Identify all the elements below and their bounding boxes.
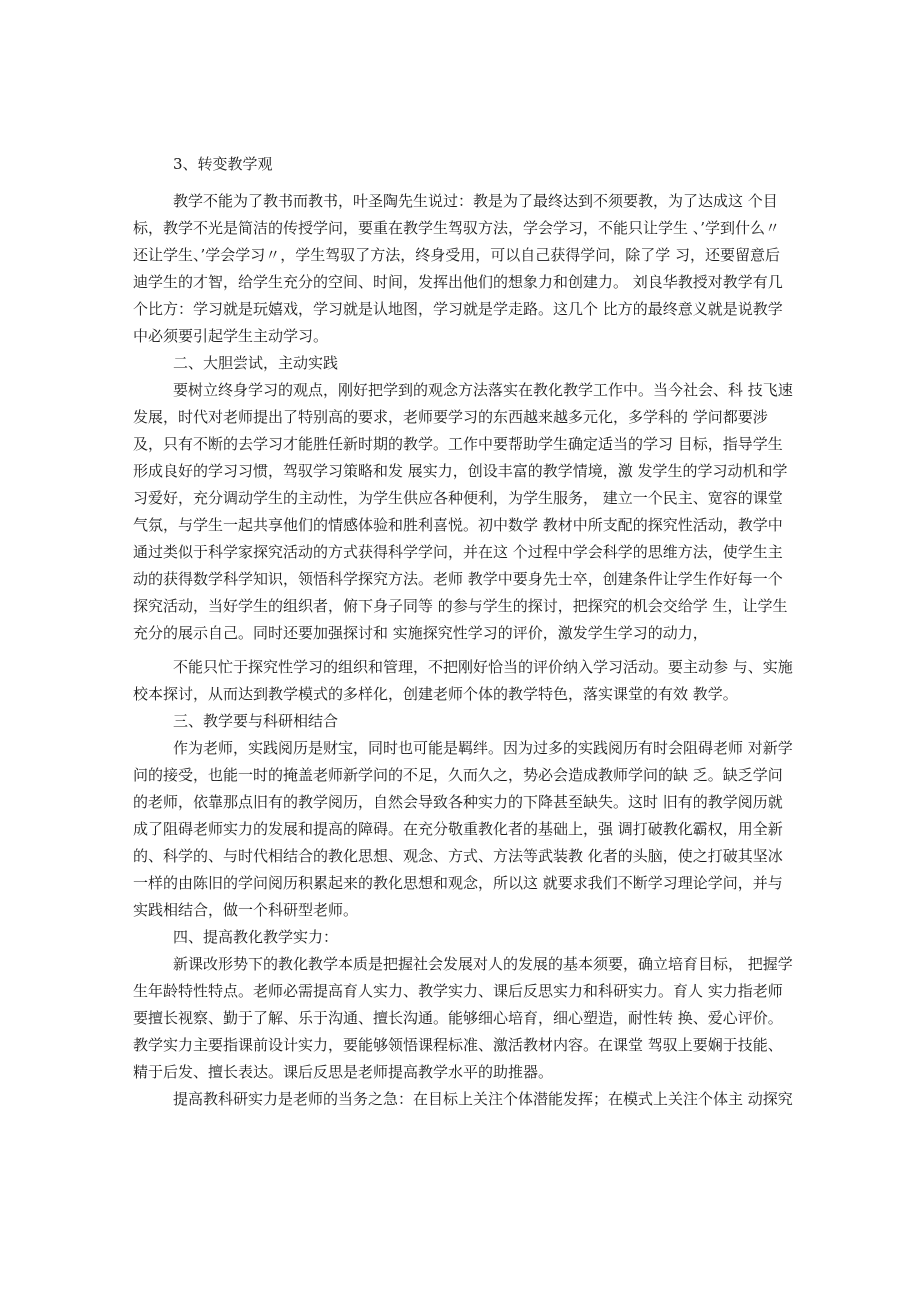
paragraph-line: 要树立终身学习的观点，刚好把学到的观念方法落实在教化教学工作中。当今社会、科 技飞速	[173, 381, 793, 399]
paragraph-line: 的老师，依靠那点旧有的教学阅历，自然会导致各种实力的下降甚至缺失。这时 旧有的教学阅历就	[133, 793, 783, 811]
paragraph-line: 发展，时代对老师提出了特别高的要求，老师要学习的东西越来越多元化，多学科的 学问都要涉	[133, 408, 768, 426]
paragraph-line: 教学不能为了教书而教书，叶圣陶先生说过：教是为了最终达到不须要教，为了达成这 个目	[173, 192, 778, 210]
section-heading-2: 二、大胆尝试，主动实践	[173, 354, 339, 372]
paragraph-line: 教学实力主要指课前设计实力，要能够领悟课程标准、激活教材内容。在课堂 驾驭上要娴于技能、	[133, 1036, 783, 1054]
paragraph-line: 标，教学不光是简洁的传授学问，要重在教学生驾驭方法，学会学习，不能只让学生 、’学到什么〃	[133, 219, 781, 237]
paragraph-line: 提高教科研实力是老师的当务之急：在目标上关注个体潜能发挥；在模式上关注个体主 动探究	[173, 1090, 793, 1108]
paragraph-line: 一样的由陈旧的学问阅历积累起来的教化思想和观念，所以这 就要求我们不断学习理论学问，并与	[133, 874, 783, 892]
paragraph-line: 动的获得数学科学知识，领悟科学探究方法。老师 教学中要身先士卒，创建条件让学生作好每一个	[133, 570, 783, 588]
paragraph-line: 形成良好的学习习惯，驾驭学习策略和发 展实力，创设丰富的教学情境，激 发学生的学习动机和学	[133, 462, 788, 480]
paragraph-line: 不能只忙于探究性学习的组织和管理，不把刚好恰当的评价纳入学习活动。要主动参 与、实施	[173, 658, 793, 676]
paragraph-line: 问的接受，也能一时的掩盖老师新学问的不足，久而久之，势必会造成教师学问的缺 乏。缺乏学问	[133, 766, 783, 784]
paragraph-line: 充分的展示自己。同时还要加强探讨和 实施探究性学习的评价，激发学生学习的动力，	[133, 624, 708, 642]
paragraph-line: 习爱好，充分调动学生的主动性，为学生供应各种便利，为学生服务， 建立一个民主、宽容的课堂	[133, 489, 783, 507]
paragraph-line: 新课改形势下的教化教学本质是把握社会发展对人的发展的基本须要，确立培育目标， 把握学	[173, 955, 793, 973]
paragraph-line: 生年龄特性特点。老师必需提高育人实力、教学实力、课后反思实力和科研实力。育人 实力指老师	[133, 982, 783, 1000]
paragraph-line: 要擅长视察、勤于了解、乐于沟通、擅长沟通。能够细心培育，细心塑造，耐性转 换、爱心评价。	[133, 1009, 783, 1027]
paragraph-line: 中必须要引起学生主动学习。	[133, 327, 329, 345]
paragraph-line: 成了阻碍老师实力的发展和提高的障碍。在充分敬重教化者的基础上，强 调打破教化霸权，用全新	[133, 820, 783, 838]
paragraph-line: 作为老师，实践阅历是财宝，同时也可能是羁绊。因为过多的实践阅历有时会阻碍老师 对新学	[173, 739, 793, 757]
section-heading-3b: 三、教学要与科研相结合	[173, 712, 339, 730]
paragraph-line: 通过类似于科学家探究活动的方式获得科学学问，并在这 个过程中学会科学的思维方法，使学生主	[133, 543, 783, 561]
paragraph-line: 实践相结合，做一个科研型老师。	[133, 901, 359, 919]
section-heading-4: 四、提高教化教学实力：	[173, 928, 339, 946]
paragraph-line: 个比方：学习就是玩嬉戏，学习就是认地图，学习就是学走路。这几个 比方的最终意义就是说教学	[133, 300, 783, 318]
paragraph-line: 还让学生、’学会学习〃，学生驾驭了方法，终身受用，可以自己获得学问，除了学 习，还要留意后	[133, 246, 781, 264]
paragraph-line: 气氛，与学生一起共享他们的情感体验和胜利喜悦。初中数学 教材中所支配的探究性活动，教学中	[133, 516, 783, 534]
paragraph-line: 精于后发、擅长表达。课后反思是老师提高教学水平的助推器。	[133, 1063, 554, 1081]
paragraph-line: 探究活动，当好学生的组织者，俯下身子同等 的参与学生的探讨，把探究的机会交给学 生，让学生	[133, 597, 788, 615]
paragraph-line: 的、科学的、与时代相结合的教化思想、观念、方式、方法等武装教 化者的头脑，使之打破其坚冰	[133, 847, 783, 865]
paragraph-line: 及，只有不断的去学习才能胜任新时期的教学。工作中要帮助学生确定适当的学习 目标，指导学生	[133, 435, 783, 453]
section-heading-3: 3、转变教学观	[173, 155, 273, 173]
paragraph-line: 校本探讨，从而达到教学模式的多样化，创建老师个体的教学特色，落实课堂的有效 教学。	[133, 685, 738, 703]
paragraph-line: 迪学生的才智，给学生充分的空间、时间，发挥出他们的想象力和创建力。 刘良华教授对教学有几	[133, 273, 783, 291]
